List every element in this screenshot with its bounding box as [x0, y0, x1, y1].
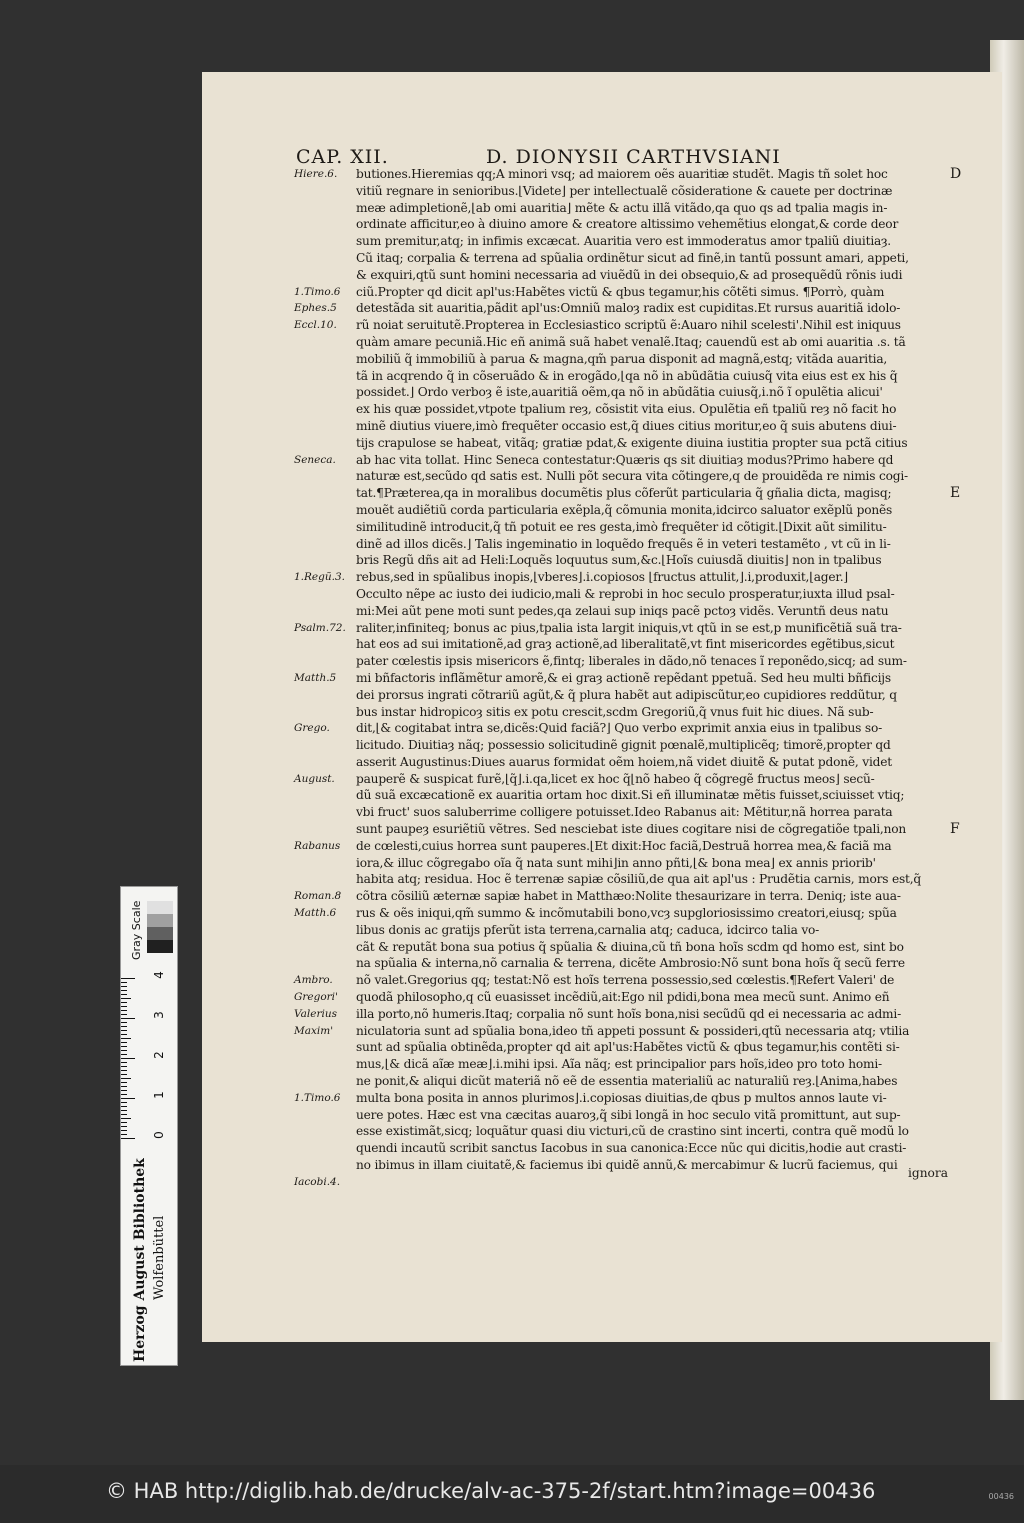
section-letter: E [950, 485, 961, 502]
section-letter: F [950, 821, 960, 838]
text-line: nõ valet.Gregorius qq; testat:Nõ est hoĩs terrena possessio,sed cœlestis.¶Refert Valeri' de [356, 973, 895, 988]
ruler-tick [121, 1082, 127, 1083]
text-line: butiones.Hieremias qq;A minori vsq; ad maiorem oẽs auaritiæ studẽt. Magis tñ solet hoc [356, 167, 888, 181]
gray-scale-label: Gray Scale [130, 900, 143, 960]
text-line: na spũalia & interna,nõ carnalia & terrena, dicẽte Ambrosio:Nõ sunt bona hoĩs q̃ secũ ferre [356, 956, 905, 971]
ruler-tick [121, 1102, 127, 1103]
margin-reference: Ambro. [294, 974, 333, 987]
text-line: similitudinẽ introducit,q̃ tñ potuit ee res gesta,imò frequẽter id cõtigit.⌊Dixit aũt similitu- [356, 519, 887, 534]
text-line: quàm amare pecuniã.Hic eñ animã suã habet venalẽ.Itaq; cauendũ est ab omi auaritia .s. tã [356, 334, 906, 349]
text-line: dei prorsus ingrati cõtrariũ agũt,& q̃ plura habẽt aut adipiscũtur,eo cupidiores reddũtur, q [356, 687, 897, 702]
text-line: vitiũ regnare in senioribus.⌊Videte⌋ per intellectualẽ cõsideratione & cauete per doctrinæ [356, 183, 893, 198]
text-line: bus instar hidropicoȝ sitis ex potu crescit,scdm Gregoriũ,q̃ vnus fuit hic diues. Nã sub- [356, 704, 874, 719]
text-block [356, 166, 946, 1174]
text-line: quodã philosopho,q cũ euasisset incẽdiũ,ait:Ego nil pdidi,bona mea mecũ sunt. Animo eñ [356, 990, 890, 1005]
text-line: naturæ est,secũdo qd satis est. Nulli põt secura vita cõtingere,q de prouidẽda re nimis cogi- [356, 469, 908, 484]
text-line: multa bona posita in annos plurimos⌋.i.copiosas diuitias,de qbus p multos annos laute vi- [356, 1090, 887, 1105]
text-line: cãt & reputãt bona sua potius q̃ spũalia & diuina,cũ tñ bona hoĩs scdm qd homo est, sint bo [356, 939, 904, 954]
ruler-tick [121, 982, 127, 983]
gray-scale-ruler [120, 886, 178, 1366]
ruler-tick [121, 1090, 127, 1091]
gray-patch [147, 940, 173, 953]
text-line: vbi fruct' suos saluberrime colligere potuisset.Ideo Rabanus ait: Mẽtitur,nã horrea parata [356, 805, 893, 820]
text-line: Occulto nẽpe ac iusto dei iudicio,mali & reprobi in hoc seculo prosperatur,iuxta illud psal- [356, 586, 895, 601]
text-line: pauperẽ & suspicat furẽ,⌊q̃⌋.i.qa,licet ex hoc q̃⌊nõ habeo q̃ cõgregẽ fructus meos⌋ secũ- [356, 771, 875, 786]
text-line: sunt ad spũalia obtinẽda,propter qd ait apl'us:Habẽtes victũ & qbus tegamur,his contẽti si- [356, 1040, 900, 1055]
text-line: mi bñfactoris inflãmẽtur amorẽ,& ei graȝ actionẽ repẽdant ppetuã. Sed heu multi bñficijs [356, 670, 891, 685]
text-line: mi:Mei aũt pene moti sunt pedes,qa zelaui sup iniqs pacẽ pctoȝ vidẽs. Veruntñ deus natu [356, 603, 889, 618]
text-line: ciũ.Propter qd dicit apl'us:Habẽtes victũ & qbus tegamur,his cõtẽti simus. ¶Porrò, quàm [356, 284, 885, 299]
ruler-tick [121, 1026, 127, 1027]
ruler-tick [121, 1110, 127, 1111]
text-line: possidet.⌋ Ordo verboȝ ẽ iste,auaritiã oẽm,qa nõ in abũdãtia cuiusq̃,i.nõ ĩ opulẽtia alicui' [356, 385, 883, 400]
text-line: esse existimãt,sicq; loquãtur quasi diu victuri,cũ de crastino sint incerti, contra quẽ modũ lo [356, 1124, 909, 1139]
margin-reference: 1.Timo.6 [294, 1092, 341, 1104]
ruler-tick [121, 1118, 131, 1119]
margin-reference: Maxim' [294, 1024, 334, 1037]
ruler-tick [121, 1002, 127, 1003]
text-line: mobiliũ q̃ immobiliũ à parua & magna,qm̃ parua disponit ad magnã,estq; vitãda auaritia, [356, 351, 888, 366]
ruler-tick [121, 1018, 135, 1019]
ruler-tick [121, 1050, 127, 1051]
margin-reference: Gregori' [294, 991, 338, 1004]
ruler-number: 1 [151, 1091, 166, 1099]
text-line: licitudo. Diuitiaȝ nãq; possessio solicitudinẽ gignit pœnalẽ,multiplicẽq; timorẽ,propter qd [356, 738, 891, 753]
ruler-tick [121, 1134, 127, 1135]
text-line: ne ponit,& aliqui dicũt materiã nõ eẽ de essentia materialiũ ac naturaliũ reȝ.⌊Anima,habes [356, 1074, 898, 1089]
margin-reference: Hiere.6. [294, 168, 338, 180]
text-line: tã in acqrendo q̃ in cõseruãdo & in erogãdo,⌊qa nõ in abũdãtia cuiusq̃ vita eius est ex his q̃ [356, 368, 898, 383]
ruler-tick [121, 1034, 127, 1035]
ruler-tick [121, 1130, 127, 1131]
ruler-number: 4 [151, 971, 166, 979]
text-line: dit,⌊& cogitabat intra se,dicẽs:Quid faciã?⌋ Quo verbo exprimit anxia eius in tpalibus so- [356, 721, 883, 736]
ruler-tick [121, 1078, 131, 1079]
text-line: tijs crapulose se habeat, vitãq; gratiæ pdat,& exigente diuina iustitia propter sua pctã citius [356, 435, 908, 450]
text-line: sunt paupeȝ esuriẽtiũ vẽtres. Sed nesciebat iste diues cogitare nisi de cõgregatiõe tpali,non [356, 822, 907, 837]
ruler-number: 0 [151, 1131, 166, 1139]
ruler-tick [121, 1122, 127, 1123]
text-line: meæ adimpletionẽ,⌊ab omi auaritia⌋ mẽte & actu illã vitãdo,qa quo qs ad tpalia magis in- [356, 200, 888, 215]
text-line: mus,⌊& dicã aĩæ meæ⌋.i.mihi ipsi. Aĩa nãq; est principalior pars hoĩs,ideo pro toto homi- [356, 1057, 882, 1072]
ruler-tick [121, 1010, 127, 1011]
margin-reference: Seneca. [294, 453, 336, 466]
running-title: D. DIONYSII CARTHVSIANI [486, 146, 781, 168]
ruler-tick [121, 1074, 127, 1075]
margin-reference: Psalm.72. [294, 621, 346, 634]
text-line: libus donis ac gratijs pferũt ista terrena,carnalia atq; caduca, idcirco talia vo- [356, 922, 820, 937]
text-line: de cœlesti,cuius horrea sunt pauperes.⌊Et dixit:Hoc faciã,Destruã horrea mea,& faciã ma [356, 838, 892, 853]
source-link[interactable]: © HAB http://diglib.hab.de/drucke/alv-ac-375-2f/start.htm?image=00436 [106, 1479, 876, 1503]
text-line: illa porto,nõ humeris.Itaq; corpalia nõ sunt hoĩs bona,nisi secũdũ qd ei necessaria ac admi- [356, 1006, 902, 1021]
text-line: ordinate afficitur,eo à diuino amore & creatore altissimo vehemẽtius elongat,& corde deor [356, 217, 899, 232]
chapter-number: CAP. XII. [296, 146, 389, 168]
margin-reference: Rabanus [294, 840, 341, 852]
gray-scale-patches [147, 901, 173, 953]
text-line: detestãda sit auaritia,pãdit apl'us:Omniũ maloȝ radix est cupiditas.Et rursus auaritiã idolo- [356, 301, 901, 316]
text-line: iora,& illuc cõgregabo oĩa q̃ nata sunt mihi⌋in anno pñti,⌊& bona mea⌋ ex annis priorib' [356, 855, 876, 870]
margin-reference: Eccl.10. [294, 319, 337, 332]
ruler-number: 3 [151, 1011, 166, 1019]
margin-reference: 1.Timo.6 [294, 285, 341, 298]
text-line: Cũ itaq; corpalia & terrena ad spũalia ordinẽtur sicut ad finẽ,in tantũ possunt amari, appeti, [356, 250, 909, 265]
ruler-tick [121, 1066, 127, 1067]
ruler-tick [121, 1014, 127, 1015]
ruler-tick [121, 1046, 127, 1047]
text-line: uere potes. Hæc est vna cæcitas auaroȝ,q̃ sibi longã in hoc seculo vitã promittunt, aut sup- [356, 1107, 901, 1122]
gray-patch [147, 927, 173, 940]
library-name: Herzog August Bibliothek [132, 1158, 148, 1362]
catchword: ignora [908, 1166, 948, 1180]
margin-reference: Ephes.5 [294, 302, 337, 315]
ruler-tick [121, 978, 135, 979]
gray-patch [147, 901, 173, 914]
margin-reference: Matth.6 [294, 907, 337, 920]
ruler-tick [121, 1114, 127, 1115]
ruler-number: 2 [151, 1051, 166, 1059]
margin-reference: Roman.8 [294, 890, 342, 903]
ruler-tick [121, 1098, 135, 1099]
ruler-tick [121, 1058, 135, 1059]
text-line: quendi incautũ scribit sanctus Iacobus in sua canonica:Ecce nũc qui dicitis,hodie aut crasti- [356, 1141, 907, 1156]
text-line: asserit Augustinus:Diues auarus formidat oẽm hoiem,nã videt diuitẽ & putat pdonẽ, videt [356, 754, 892, 769]
text-line: rus & oẽs iniqui,qm̃ summo & incõmutabili bono,vcȝ supgloriosissimo creatori,eiusq; spũa [356, 906, 897, 921]
text-line: pater cœlestis ipsis misericors ẽ,fintq; liberales in dãdo,nõ tenaces ĩ reponẽdo,sicq; ad sum- [356, 654, 907, 669]
text-line: & exquiri,qtũ sunt homini necessaria ad viuẽdũ in dei obsequio,& ad prosequẽdũ rõnis iudi [356, 267, 903, 282]
ruler-tick [121, 1054, 127, 1055]
text-line: dinẽ ad illos dicẽs.⌋ Talis ingeminatio in loquẽdo frequẽs ẽ in veteri testamẽto , vt cũ in li- [356, 536, 891, 551]
margin-reference: Iacobi.4. [294, 1176, 341, 1188]
margin-reference: August. [294, 772, 335, 785]
ruler-tick [121, 1126, 127, 1127]
text-line: no ibimus in illam ciuitatẽ,& faciemus ibi quidẽ annũ,& mercabimur & lucrũ faciemus, qui [356, 1158, 898, 1173]
ruler-tick [121, 1070, 127, 1071]
section-letter: D [950, 166, 962, 182]
ruler-tick [121, 1042, 127, 1043]
ruler-tick [121, 986, 127, 987]
text-line: habita atq; residua. Hoc ẽ terrenæ sapiæ cõsiliũ,de qua ait apl'us : Prudẽtia carnis, mors est,q̃ [356, 872, 922, 887]
ruler-tick [121, 994, 127, 995]
gray-patch [147, 914, 173, 927]
ruler-tick [121, 1022, 127, 1023]
text-line: niculatoria sunt ad spũalia bona,ideo tñ appeti possunt & possideri,qtũ necessaria atq; vtilia [356, 1023, 910, 1038]
margin-reference: Grego. [294, 722, 330, 735]
ruler-tick [121, 1006, 127, 1007]
ruler-tick [121, 1030, 127, 1031]
ruler-tick [121, 998, 131, 999]
ruler-tick [121, 1106, 127, 1107]
ruler-tick [121, 1138, 135, 1139]
text-line: cõtra cõsiliũ æternæ sapiæ habet in Matthæo:Nolite thesaurizare in terra. Deniq; iste aua- [356, 889, 901, 904]
ruler-tick [121, 1094, 127, 1095]
text-line: minẽ diutius viuere,imò frequẽter occasio est,q̃ diues citius moritur,eo q̃ suis abutens diui- [356, 418, 897, 433]
ruler-tick [121, 1086, 127, 1087]
ruler-tick [121, 1038, 131, 1039]
margin-reference: 1.Regũ.3. [294, 571, 345, 584]
ruler-tick [121, 1062, 127, 1063]
text-line: rũ noiat seruitutẽ.Propterea in Ecclesiastico scriptũ ẽ:Auaro nihil scelesti'.Nihil est iniquus [356, 318, 901, 333]
margin-reference: Valerius [294, 1008, 337, 1020]
text-line: raliter,infiniteq; bonus ac pius,tpalia ista largit iniquis,vt qtũ in se est,p munificẽtiã suã tra- [356, 620, 902, 635]
text-line: dũ suã excæcationẽ ex auaritia ortam hoc dixit.Si eñ illuminatæ mẽtis fuisset,sciuisset vtiq; [356, 788, 905, 803]
text-line: mouẽt audiẽtiũ corda particularia exẽpla,q̃ cõmunia monita,idcirco saluator exẽplũ ponẽs [356, 502, 893, 517]
text-line: ab hac vita tollat. Hinc Seneca contestatur:Quæris qs sit diuitiaȝ modus?Primo habere qd [356, 452, 894, 467]
margin-reference: Matth.5 [294, 672, 337, 684]
text-line: tat.¶Præterea,qa in moralibus documẽtis plus cõferũt particularia q̃ gñalia dicta, magisq; [356, 486, 892, 501]
text-line: ex his quæ possidet,vtpote tpalium reȝ, cõsistit vita eius. Opulẽtia eñ tpaliũ reȝ nõ facit ho [356, 402, 897, 417]
library-city: Wolfenbüttel [152, 1215, 167, 1300]
text-line: sum premitur,atq; in infimis excæcat. Auaritia vero est immoderatus amor tpaliũ diuitiaȝ. [356, 234, 891, 249]
ruler-tick [121, 990, 127, 991]
text-line: hat eos ad sui imitationẽ,ad graȝ actionẽ,ad liberalitatẽ,vt fint misericordes egẽtibus,sicut [356, 637, 895, 652]
image-number: 00436 [988, 1492, 1014, 1501]
text-line: rebus,sed in spũalibus inopis,⌊vberes⌋.i.copiosos ⌊fructus attulit,⌋.i,produxit,⌊ager.⌋ [356, 570, 848, 585]
text-line: bris Regũ dñs ait ad Heli:Loquẽs loquutus sum,&c.⌊Hoĩs cuiusdã diuitis⌋ non in tpalibus [356, 553, 882, 568]
